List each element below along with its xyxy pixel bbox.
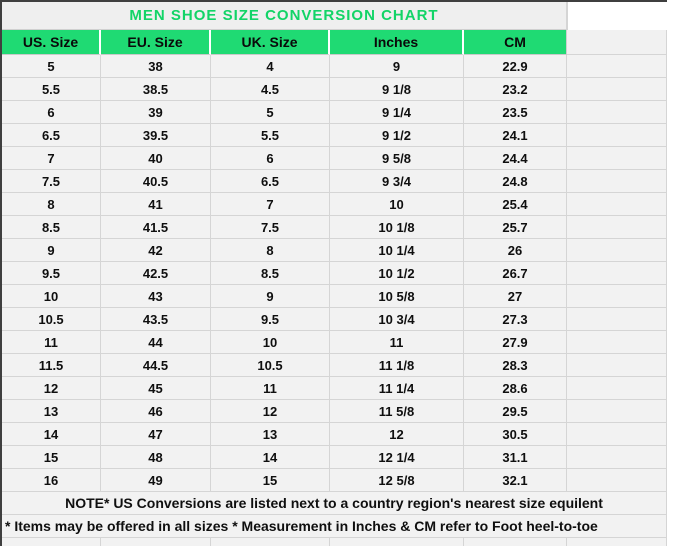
table-cell: 5	[2, 55, 101, 78]
table-cell: 46	[101, 400, 211, 423]
table-cell: 23.2	[464, 78, 567, 101]
table-row	[2, 124, 667, 147]
table-cell: 10 1/4	[330, 239, 464, 262]
note-row-1: NOTE* US Conversions are listed next to a country region's nearest size equilent	[2, 492, 667, 515]
table-cell: 25.4	[464, 193, 567, 216]
empty-cell	[567, 2, 568, 30]
table-cell: 22.9	[464, 55, 567, 78]
table-cell: 9	[330, 55, 464, 78]
table-cell: 8.5	[211, 262, 330, 285]
table-cell: 7	[2, 147, 101, 170]
table-cell: 42.5	[101, 262, 211, 285]
empty-cell	[211, 538, 330, 546]
table-cell: 15	[2, 446, 101, 469]
table-row	[2, 170, 667, 193]
table-cell: 26	[464, 239, 567, 262]
table-cell: 15	[211, 469, 330, 492]
table-row	[2, 262, 667, 285]
table-cell: 32.1	[464, 469, 567, 492]
table-header-row	[2, 30, 667, 55]
table-row	[2, 147, 667, 170]
table-cell: 44.5	[101, 354, 211, 377]
table-body	[2, 55, 667, 492]
table-cell: 9	[211, 285, 330, 308]
table-cell: 9 1/4	[330, 101, 464, 124]
table-cell: 16	[2, 469, 101, 492]
table-cell: 11	[2, 331, 101, 354]
table-cell: 43.5	[101, 308, 211, 331]
table-cell: 11 1/8	[330, 354, 464, 377]
table-cell: 47	[101, 423, 211, 446]
table-cell: 10	[330, 193, 464, 216]
table-row	[2, 400, 667, 423]
title-row	[2, 2, 667, 30]
empty-cell	[330, 538, 464, 546]
column-header-us-size: US. Size	[2, 30, 101, 55]
table-cell: 9 1/2	[330, 124, 464, 147]
empty-cell	[567, 308, 667, 331]
table-cell: 12 5/8	[330, 469, 464, 492]
table-cell: 4.5	[211, 78, 330, 101]
table-cell: 39	[101, 101, 211, 124]
table-row	[2, 78, 667, 101]
table-cell: 10	[211, 331, 330, 354]
empty-cell	[567, 400, 667, 423]
empty-cell	[567, 469, 667, 492]
empty-cell	[567, 147, 667, 170]
table-cell: 10 1/8	[330, 216, 464, 239]
table-cell: 11	[211, 377, 330, 400]
column-header-inches: Inches	[330, 30, 464, 55]
table-cell: 44	[101, 331, 211, 354]
empty-cell	[567, 216, 667, 239]
table-cell: 9	[2, 239, 101, 262]
empty-cell	[567, 446, 667, 469]
table-cell: 5.5	[2, 78, 101, 101]
table-row	[2, 331, 667, 354]
table-cell: 27.9	[464, 331, 567, 354]
table-cell: 24.1	[464, 124, 567, 147]
table-cell: 45	[101, 377, 211, 400]
empty-cell	[567, 30, 667, 55]
table-cell: 11	[330, 331, 464, 354]
empty-cell	[567, 538, 667, 546]
table-cell: 6.5	[211, 170, 330, 193]
table-row	[2, 55, 667, 78]
table-cell: 7	[211, 193, 330, 216]
table-cell: 9 3/4	[330, 170, 464, 193]
empty-cell	[101, 538, 211, 546]
table-cell: 38.5	[101, 78, 211, 101]
empty-cell	[567, 124, 667, 147]
table-cell: 12	[330, 423, 464, 446]
table-cell: 28.3	[464, 354, 567, 377]
table-cell: 38	[101, 55, 211, 78]
table-cell: 48	[101, 446, 211, 469]
table-cell: 10.5	[211, 354, 330, 377]
table-row	[2, 469, 667, 492]
empty-cell	[567, 78, 667, 101]
table-cell: 6.5	[2, 124, 101, 147]
empty-cell	[567, 101, 667, 124]
table-row	[2, 308, 667, 331]
table-cell: 43	[101, 285, 211, 308]
table-cell: 11.5	[2, 354, 101, 377]
table-cell: 9.5	[211, 308, 330, 331]
partial-row	[2, 538, 667, 546]
table-cell: 8	[2, 193, 101, 216]
table-row	[2, 354, 667, 377]
table-cell: 12 1/4	[330, 446, 464, 469]
column-header-uk-size: UK. Size	[211, 30, 330, 55]
table-cell: 41.5	[101, 216, 211, 239]
table-cell: 24.4	[464, 147, 567, 170]
table-cell: 42	[101, 239, 211, 262]
empty-cell	[567, 193, 667, 216]
table-row	[2, 446, 667, 469]
table-cell: 10 1/2	[330, 262, 464, 285]
column-header-cm: CM	[464, 30, 567, 55]
empty-cell	[567, 285, 667, 308]
table-cell: 29.5	[464, 400, 567, 423]
table-cell: 40.5	[101, 170, 211, 193]
table-row	[2, 377, 667, 400]
page-title: MEN SHOE SIZE CONVERSION CHART	[2, 2, 567, 30]
table-cell: 27	[464, 285, 567, 308]
note-row-2: * Items may be offered in all sizes * Measurement in Inches & CM refer to Foot heel-to-toe	[2, 515, 667, 538]
table-cell: 12	[211, 400, 330, 423]
table-cell: 14	[2, 423, 101, 446]
table-cell: 27.3	[464, 308, 567, 331]
table-cell: 5	[211, 101, 330, 124]
table-cell: 10 5/8	[330, 285, 464, 308]
table-cell: 6	[211, 147, 330, 170]
table-row	[2, 216, 667, 239]
table-cell: 30.5	[464, 423, 567, 446]
table-cell: 7.5	[211, 216, 330, 239]
empty-cell	[567, 262, 667, 285]
table-cell: 14	[211, 446, 330, 469]
empty-cell	[567, 377, 667, 400]
table-cell: 8	[211, 239, 330, 262]
table-cell: 49	[101, 469, 211, 492]
table-cell: 10 3/4	[330, 308, 464, 331]
table-cell: 25.7	[464, 216, 567, 239]
table-cell: 11 1/4	[330, 377, 464, 400]
table-cell: 41	[101, 193, 211, 216]
column-header-eu-size: EU. Size	[101, 30, 211, 55]
table-cell: 24.8	[464, 170, 567, 193]
table-cell: 4	[211, 55, 330, 78]
empty-cell	[567, 331, 667, 354]
table-cell: 9 1/8	[330, 78, 464, 101]
table-row	[2, 285, 667, 308]
empty-cell	[567, 354, 667, 377]
table-cell: 6	[2, 101, 101, 124]
table-cell: 7.5	[2, 170, 101, 193]
table-cell: 13	[211, 423, 330, 446]
table-cell: 39.5	[101, 124, 211, 147]
empty-cell	[567, 423, 667, 446]
table-cell: 26.7	[464, 262, 567, 285]
table-cell: 9.5	[2, 262, 101, 285]
table-row	[2, 239, 667, 262]
table-cell: 9 5/8	[330, 147, 464, 170]
table-cell: 12	[2, 377, 101, 400]
empty-cell	[2, 538, 101, 546]
empty-cell	[567, 55, 667, 78]
table-cell: 11 5/8	[330, 400, 464, 423]
table-row	[2, 101, 667, 124]
table-cell: 23.5	[464, 101, 567, 124]
table-row	[2, 193, 667, 216]
table-cell: 8.5	[2, 216, 101, 239]
empty-cell	[567, 170, 667, 193]
table-cell: 13	[2, 400, 101, 423]
empty-cell	[464, 538, 567, 546]
table-cell: 40	[101, 147, 211, 170]
empty-cell	[567, 239, 667, 262]
table-cell: 5.5	[211, 124, 330, 147]
table-cell: 10	[2, 285, 101, 308]
table-row	[2, 423, 667, 446]
table-cell: 31.1	[464, 446, 567, 469]
table-cell: 10.5	[2, 308, 101, 331]
table-cell: 28.6	[464, 377, 567, 400]
